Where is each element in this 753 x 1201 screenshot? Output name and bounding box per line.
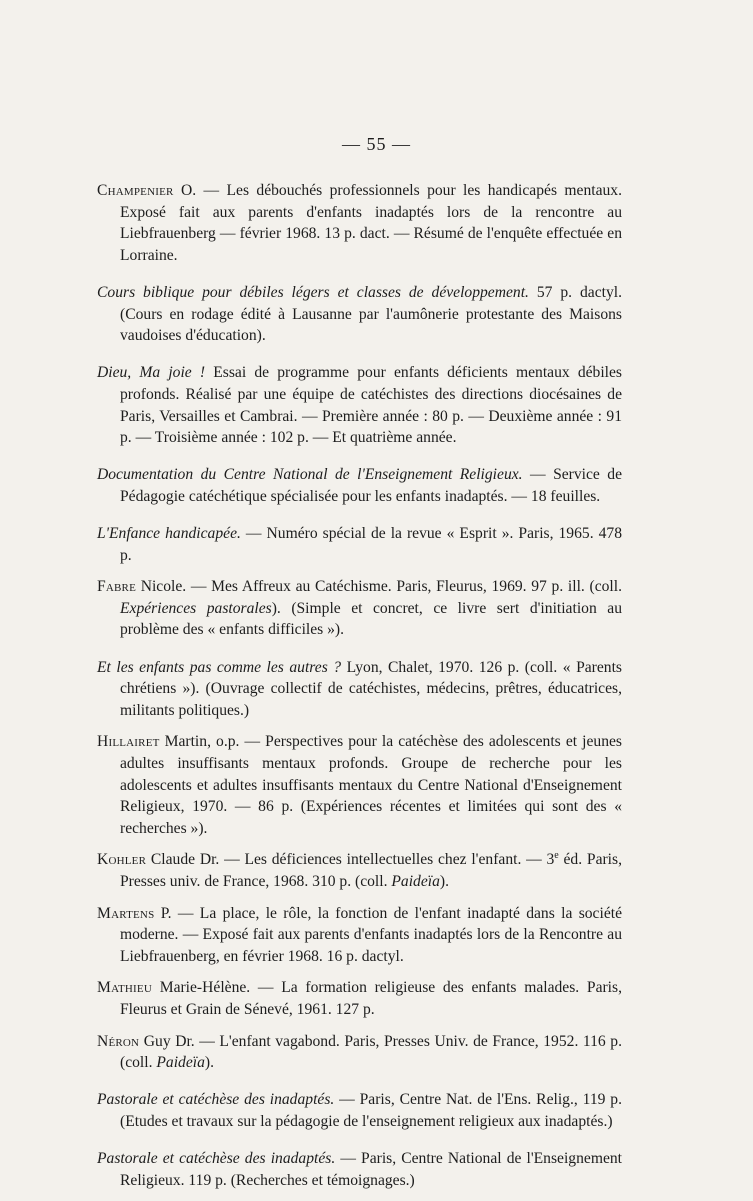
entry-text: — Paris, Centre National de l'Enseignement Religieux. 119 p. (Recherches et témoignages.) (120, 1150, 622, 1189)
entry-superscript: e (554, 850, 559, 862)
bibliography-entry (97, 1089, 622, 1132)
entry-text: Essai de programme pour enfants déficients mentaux débiles profonds. Réalisé par une équipe de catéchistes des directions diocésaines de Paris, Versailles et Cambrai. — Première année : 80 p. — Deuxième année : 91 p. — Troisième année : 102 p. — Et quatrième année. (120, 364, 622, 447)
bibliography-entry (97, 977, 622, 1020)
entry-author-first: Martin, o.p. (159, 733, 240, 751)
bibliography-entry (97, 576, 622, 641)
entry-text: — Les débouchés professionnels pour les handicapés mentaux. Exposé fait aux parents d'enfants inadaptés lors de la rencontre au Liebfrauenberg — février 1968. 13 p. dact. — Résumé de l'enquête effectuée en Lorraine. (120, 182, 622, 264)
entry-text-end: ). (Simple et concret, ce livre sert d'initiation au problème des « enfants difficiles »). (120, 599, 622, 639)
entry-title: Documentation du Centre National de l'Enseignement Religieux. (97, 466, 523, 484)
bibliography-entry (97, 464, 622, 507)
page-number: — 55 — (342, 134, 411, 154)
bibliography-entry (97, 657, 622, 722)
bibliography-entry (97, 903, 622, 968)
entry-author: Fabre (97, 578, 137, 596)
entry-author-first: Claude Dr. (146, 851, 220, 869)
entry-author: Mathieu (97, 979, 152, 997)
entry-text: — Numéro spécial de la revue « Esprit ». Paris, 1965. 478 p. (120, 525, 623, 564)
entry-text: — Paris, Centre Nat. de l'Ens. Relig., 119 p. (Etudes et travaux sur la pédagogie de l'enseignement religieux aux inadaptés.) (120, 1091, 622, 1130)
entry-author-first: O. (173, 182, 197, 199)
entry-author-first: P. (154, 904, 172, 922)
entry-title: Cours biblique pour débiles légers et classes de développement. (97, 283, 529, 301)
entry-text: Lyon, Chalet, 1970. 126 p. (coll. « Parents chrétiens »). (Ouvrage collectif de catéchistes, médecins, prêtres, éducatrices, militants politiques.) (120, 658, 622, 719)
entry-author-first: Nicole. (136, 578, 187, 596)
bibliography-entry (97, 1031, 622, 1074)
entry-author: Hillairet (97, 733, 160, 751)
bibliography-entry (97, 1148, 622, 1191)
entry-text-end: ). (204, 1054, 214, 1072)
entry-author-first: Marie-Hélène. (151, 979, 251, 997)
entry-title: Pastorale et catéchèse des inadaptés. (97, 1091, 335, 1109)
entry-author: Champenier (97, 182, 174, 199)
entry-collection: Paideïa (156, 1054, 205, 1072)
entry-text: — La place, le rôle, la fonction de l'enfant inadapté dans la société moderne. — Exposé fait aux parents d'enfants inadaptés lors de la Rencontre au Liebfrauenberg, en février 1968. 16 p. dactyl. (120, 904, 622, 965)
entry-author: Martens (97, 904, 155, 922)
bibliography-entry (97, 731, 622, 839)
bibliography-entry (97, 180, 622, 266)
entry-author-first: Guy Dr. (139, 1032, 195, 1050)
entry-text: — La formation religieuse des enfants malades. Paris, Fleurus et Grain de Sénevé, 1961. 127 p. (120, 979, 622, 1018)
entry-collection: Expériences pastorales (120, 599, 272, 617)
bibliography-entry (97, 849, 622, 892)
entry-title: Et les enfants pas comme les autres ? (97, 658, 342, 676)
entry-title: L'Enfance handicapée. (97, 525, 241, 543)
bibliography-entry (97, 523, 622, 566)
bibliography-entry (97, 282, 622, 347)
entry-title: Dieu, Ma joie ! (97, 364, 206, 382)
entry-text-mid: éd. Paris, Presses univ. de France, 1968. 310 p. (coll. (120, 851, 622, 890)
entry-text: — L'enfant vagabond. Paris, Presses Univ. de France, 1952. 116 p. (coll. (120, 1032, 622, 1072)
entry-text: — Mes Affreux au Catéchisme. Paris, Fleurus, 1969. 97 p. ill. (coll. (186, 578, 622, 596)
entry-text: — Les déficiences intellectuelles chez l'enfant. — 3 (219, 851, 555, 869)
entry-collection: Paideïa (391, 873, 440, 890)
entry-text: 57 p. dactyl. (Cours en rodage édité à Lausanne par l'aumônerie protestante des Maisons vaudoises d'éducation). (120, 283, 622, 345)
entry-author: Kohler (97, 851, 147, 869)
entry-text-end: ). (439, 873, 450, 890)
entry-text: — Service de Pédagogie catéchétique spécialisée pour les enfants inadaptés. — 18 feuilles. (120, 466, 623, 505)
bibliography-list (97, 180, 622, 1201)
entry-title: Pastorale et catéchèse des inadaptés. (97, 1150, 336, 1168)
bibliography-entry (97, 362, 622, 448)
entry-author: Néron (97, 1032, 140, 1050)
entry-text: — Perspectives pour la catéchèse des adolescents et jeunes adultes insuffisants mentaux profonds. Groupe de recherche pour les adolescents et adultes insuffisants mentaux du Centre National d'Enseignement Religieux, 1970. — 86 p. (Expériences récentes et limitées qui sont des « recherches »). (120, 733, 622, 837)
